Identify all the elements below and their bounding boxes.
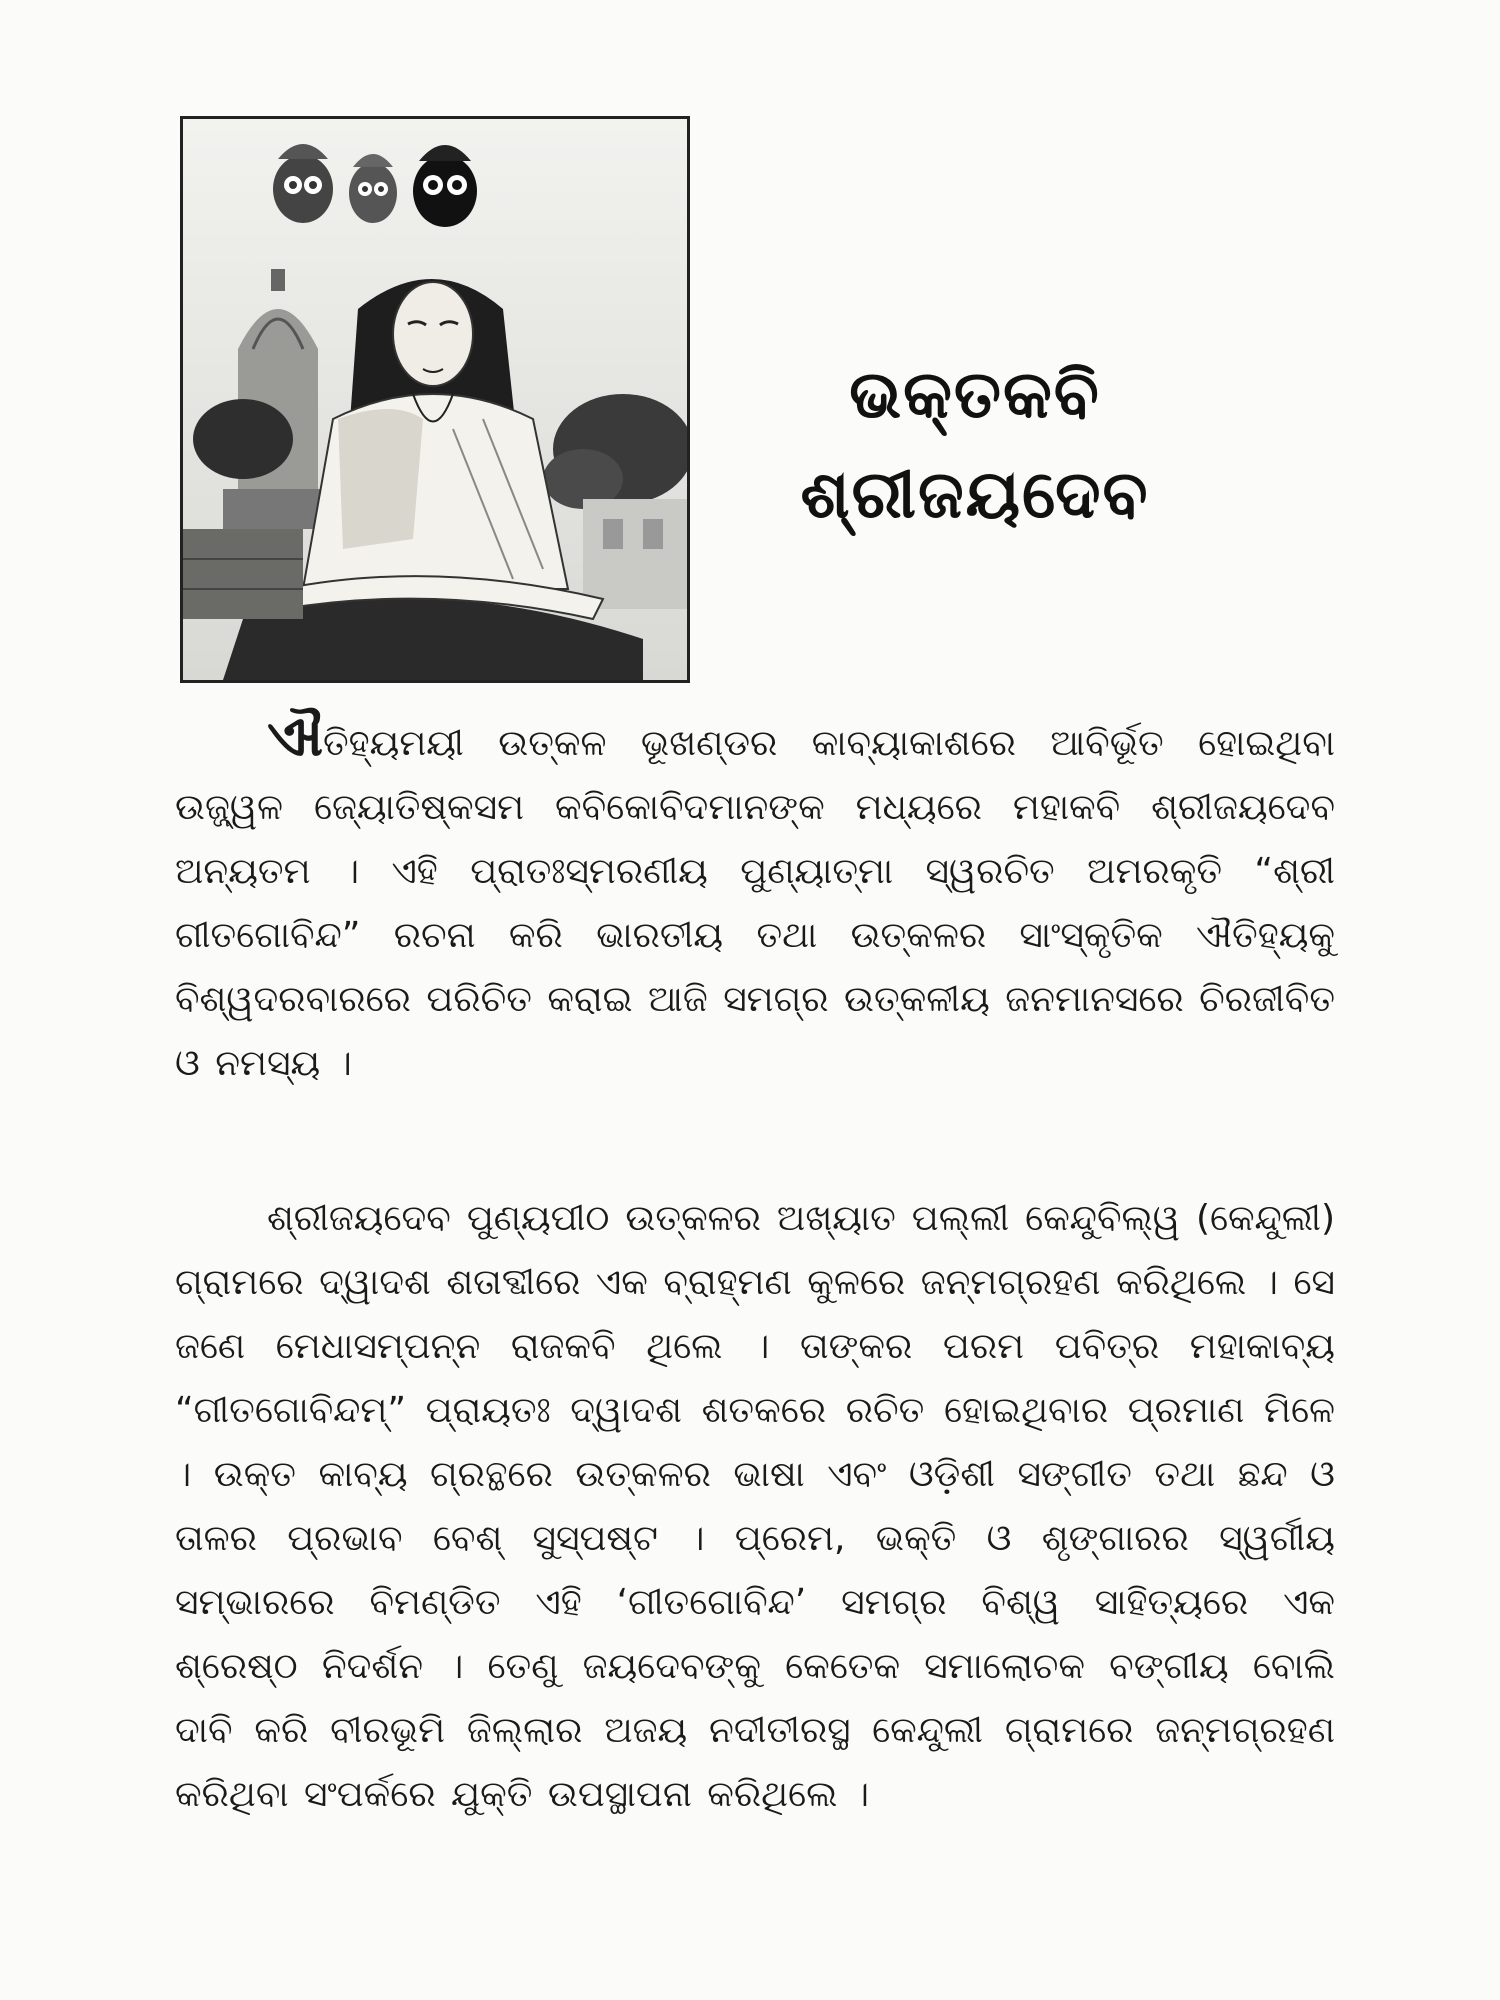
jayadeva-portrait xyxy=(180,116,690,683)
drop-cap: ଐ xyxy=(267,704,323,769)
title-line-2: ଶ୍ରୀଜୟଦେବ xyxy=(800,456,1150,533)
deity-balabhadra xyxy=(273,144,333,223)
title-block xyxy=(760,345,1190,545)
portrait-illustration xyxy=(183,119,687,680)
paragraph-2 xyxy=(175,1187,1335,1827)
paragraph-2-text: ଶ୍ରୀଜୟଦେବ ପୁଣ୍ୟପୀଠ ଉତ୍କଳର ଅଖ୍ୟାତ ପଲ୍ଲୀ କେନ୍ଦୁବିଲ୍ୱ (କେନ୍ଦୁଲୀ) ଗ୍ରାମରେ ଦ୍ୱାଦଶ ଶତାବ୍ଦୀରେ ଏକ ବ୍ରାହ୍ମଣ କୁଳରେ ଜନ୍ମଗ୍ରହଣ କରିଥିଲେ । ସେ ଜଣେ ମେଧାସମ୍ପନ୍ନ ରାଜକବି ଥିଲେ । ତାଙ୍କର ପରମ ପବିତ୍ର ମହାକାବ୍ୟ “ଗୀତଗୋବିନ୍ଦମ୍” ପ୍ରାୟତଃ ଦ୍ୱାଦଶ ଶତକରେ ରଚିତ ହୋଇଥିବାର ପ୍ରମାଣ ମିଳେ । ଉକ୍ତ କାବ୍ୟ ଗ୍ରନ୍ଥରେ ଉତ୍କଳର ଭାଷା ଏବଂ ଓଡ଼ିଶୀ ସଙ୍ଗୀତ ତଥା ଛନ୍ଦ ଓ ତାଳର ପ୍ରଭାବ ବେଶ୍ ସୁସ୍ପଷ୍ଟ । ପ୍ରେମ, ଭକ୍ତି ଓ ଶୃଙ୍ଗାରର ସ୍ୱର୍ଗୀୟ ସମ୍ଭାରରେ ବିମଣ୍ଡିତ ଏହି ‘ଗୀତଗୋବିନ୍ଦ’ ସମଗ୍ର ବିଶ୍ୱ ସାହିତ୍ୟରେ ଏକ ଶ୍ରେଷ୍ଠ ନିଦର୍ଶନ । ତେଣୁ ଜୟଦେବଙ୍କୁ କେତେକ ସମାଲୋଚକ ବଙ୍ଗୀୟ ବୋଲି ଦାବି କରି ବୀରଭୂମି ଜିଲ୍ଲାର ଅଜୟ ନଦୀତୀରସ୍ଥ କେନ୍ଦୁଲୀ ଗ୍ରାମରେ ଜନ୍ମଗ୍ରହଣ କରିଥିବା ସଂପର୍କରେ ଯୁକ୍ତି ଉପସ୍ଥାପନା କରିଥିଲେ । xyxy=(175,1198,1335,1815)
deity-jagannath xyxy=(413,145,477,227)
title-line-1: ଭକ୍ତକବି xyxy=(849,356,1101,433)
deity-subhadra xyxy=(349,154,397,223)
paragraph-1-text: ତିହ୍ୟମୟୀ ଉତ୍କଳ ଭୂଖଣ୍ଡର କାବ୍ୟାକାଶରେ ଆବିର୍ଭୂତ ହୋଇଥିବା ଉଜ୍ଜ୍ୱଳ ଜ୍ୟୋତିଷ୍କସମ କବିକୋବିଦମାନଙ୍କ ମଧ୍ୟରେ ମହାକବି ଶ୍ରୀଜୟଦେବ ଅନ୍ୟତମ । ଏହି ପ୍ରାତଃସ୍ମରଣୀୟ ପୁଣ୍ୟାତ୍ମା ସ୍ୱରଚିତ ଅମରକୃତି “ଶ୍ରୀ ଗୀତଗୋବିନ୍ଦ” ରଚନା କରି ଭାରତୀୟ ତଥା ଉତ୍କଳର ସାଂସ୍କୃତିକ ଐତିହ୍ୟକୁ ବିଶ୍ୱଦରବାରରେ ପରିଚିତ କରାଇ ଆଜି ସମଗ୍ର ଉତ୍କଳୀୟ ଜନମାନସରେ ଚିରଜୀବିତ ଓ ନମସ୍ୟ । xyxy=(175,723,1335,1084)
paragraph-1 xyxy=(175,704,1335,1096)
